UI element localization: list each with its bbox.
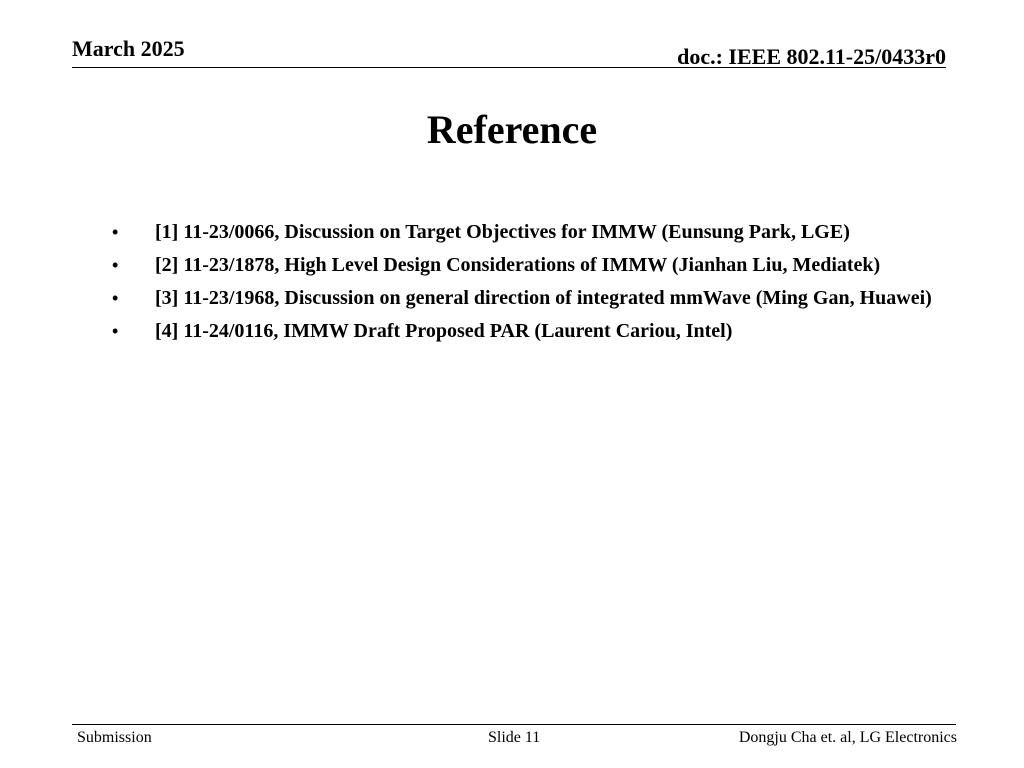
- slide-title: Reference: [426, 107, 598, 152]
- bullet-icon: •: [112, 222, 119, 242]
- bullet-icon: •: [112, 255, 119, 275]
- header-date: March 2025: [72, 36, 185, 61]
- bullet-icon: •: [112, 288, 119, 308]
- reference-text: [2] 11-23/1878, High Level Design Considerations of IMMW (Jianhan Liu, Mediatek): [155, 254, 881, 276]
- reference-item: [112, 285, 962, 312]
- reference-text: [1] 11-23/0066, Discussion on Target Objectives for IMMW (Eunsung Park, LGE): [155, 221, 850, 243]
- reference-list: [112, 219, 962, 351]
- header-document-id: doc.: IEEE 802.11-25/0433r0: [677, 44, 946, 69]
- bullet-icon: •: [112, 321, 119, 341]
- header-divider: [72, 67, 946, 68]
- reference-item: [112, 252, 962, 279]
- footer-author: Dongju Cha et. al, LG Electronics: [738, 729, 957, 746]
- footer-submission-label: Submission: [77, 729, 152, 746]
- reference-item: [112, 219, 962, 246]
- reference-text: [4] 11-24/0116, IMMW Draft Proposed PAR (Laurent Cariou, Intel): [155, 320, 733, 342]
- footer-slide-number: Slide 11: [488, 729, 541, 746]
- reference-text: [3] 11-23/1968, Discussion on general direction of integrated mmWave (Ming Gan, Huawei): [155, 287, 932, 309]
- footer-divider: [72, 724, 956, 725]
- reference-item: [112, 318, 962, 345]
